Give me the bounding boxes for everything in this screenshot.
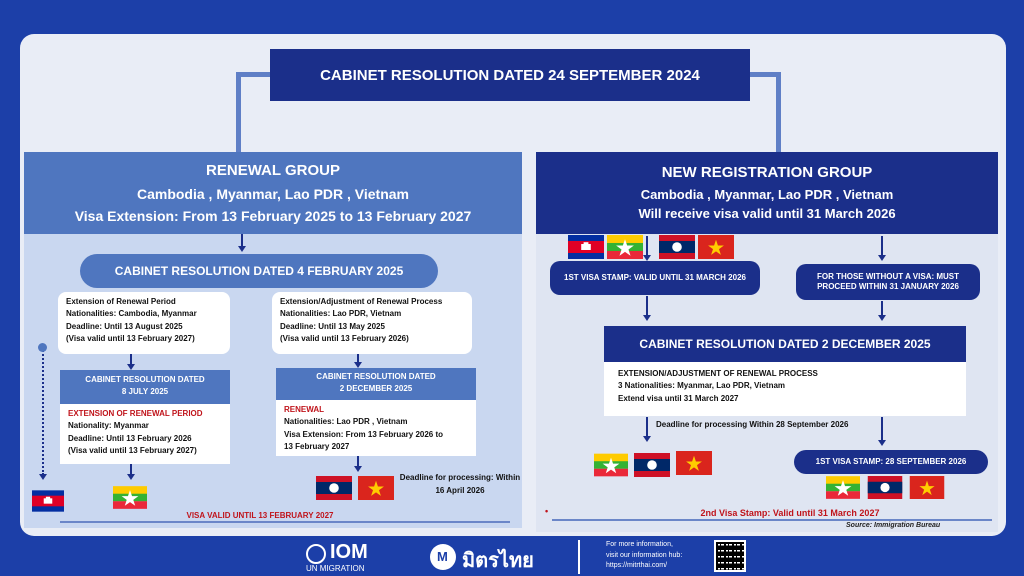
mitrthai-wordmark: มิตรไทย (462, 550, 534, 572)
first-visa-stamp-pill: 1ST VISA STAMP: VALID UNTIL 31 MARCH 2026 (550, 261, 760, 295)
laos-flag-icon (634, 453, 670, 477)
myanmar-flag-icon (594, 453, 628, 477)
right-sub-resolution-line: 2 DECEMBER 2025 (339, 384, 413, 393)
connector-left-vertical (236, 72, 241, 152)
iom-subtitle: UN MIGRATION (306, 564, 365, 573)
arrow-line (646, 236, 648, 256)
right-box-line: (Visa valid until 13 February 2026) (280, 334, 409, 344)
newreg-box-line: 3 Nationalities: Myanmar, Lao PDR, Vietnam (618, 381, 786, 391)
renewal-valid-until: VISA VALID UNTIL 13 FEBRUARY 2027 (186, 511, 334, 520)
footer-info-line: For more information, (606, 541, 673, 548)
iom-logo (306, 542, 396, 574)
mitrthai-emblem-letter-icon: M (437, 549, 448, 564)
left-sub-box-line: Deadline: Until 13 February 2026 (68, 433, 192, 443)
dotted-connector (42, 347, 44, 475)
newreg-box-line: Extend visa until 31 March 2027 (618, 393, 739, 403)
bullet-mark: • (545, 506, 549, 516)
left-sub-resolution-line: CABINET RESOLUTION DATED (85, 375, 205, 384)
newreg-header (536, 152, 998, 234)
arrow-line (646, 296, 648, 316)
vietnam-flag-icon (676, 451, 712, 475)
source-note: Source: Immigration Bureau (846, 522, 941, 529)
arrow-down-icon (878, 440, 886, 446)
myanmar-flag-icon (607, 235, 643, 259)
newreg-valid: Will receive visa valid until 31 March 2026 (638, 206, 896, 221)
newreg-resolution: CABINET RESOLUTION DATED 2 DECEMBER 2025 (604, 326, 966, 362)
vietnam-flag-icon (358, 476, 394, 500)
laos-flag-icon (867, 476, 903, 499)
renewal-deadline-line: Deadline for processing: Within (399, 473, 521, 482)
laos-flag-icon (659, 235, 695, 259)
vietnam-flag-icon (909, 476, 945, 499)
second-visa-stamp: 2nd Visa Stamp: Valid until 31 March 2027 (700, 508, 880, 518)
mitrthai-logo (430, 544, 560, 572)
right-sub-resolution-line: CABINET RESOLUTION DATED (316, 372, 436, 381)
right-box-line: Extension/Adjustment of Renewal Process (280, 297, 443, 306)
cambodia-flag-icon (568, 235, 604, 259)
renewal-left-box (58, 292, 230, 354)
qr-code-icon[interactable] (714, 540, 746, 572)
right-sub-resolution (276, 368, 476, 400)
right-sub-box (276, 400, 476, 456)
left-sub-box-title: EXTENSION OF RENEWAL PERIOD (68, 409, 203, 418)
arrow-line (881, 417, 883, 441)
renewal-bottom-rule (60, 521, 510, 523)
left-sub-box-line: (Visa valid until 13 February 2027) (68, 446, 197, 456)
newreg-deadline-note: Deadline for processing Within 28 September 2026 (656, 420, 849, 429)
newreg-box-title: EXTENSION/ADJUSTMENT OF RENEWAL PROCESS (618, 369, 818, 378)
no-visa-line: PROCEED WITHIN 31 JANUARY 2026 (817, 282, 959, 291)
newreg-resolution-box (604, 362, 966, 416)
arrow-line (881, 301, 883, 316)
newreg-title: NEW REGISTRATION GROUP (661, 164, 873, 181)
renewal-right-box (272, 292, 472, 354)
right-box-line: Nationalities: Lao PDR, Vietnam (280, 309, 402, 319)
footer-info-link[interactable]: https://mitrthai.com/ (606, 562, 668, 569)
left-sub-box (60, 404, 230, 464)
arrow-line (130, 464, 132, 474)
right-sub-box-line: Visa Extension: From 13 February 2026 to (284, 429, 444, 439)
connector-right-vertical (776, 72, 781, 152)
left-sub-resolution-line: 8 JULY 2025 (121, 387, 169, 396)
un-emblem-icon (306, 544, 326, 564)
arrow-down-icon (878, 255, 886, 261)
left-box-line: Nationalities: Cambodia, Myanmar (66, 309, 197, 319)
vietnam-flag-icon (698, 235, 734, 259)
myanmar-flag-icon (113, 486, 147, 509)
arrow-line (646, 417, 648, 437)
iom-wordmark: IOM (330, 541, 368, 563)
renewal-countries: Cambodia , Myanmar, Lao PDR , Vietnam (136, 186, 410, 202)
no-visa-line: FOR THOSE WITHOUT A VISA: MUST (816, 271, 960, 281)
renewal-header (24, 152, 522, 234)
newreg-bottom-rule (552, 519, 992, 521)
renewal-title: RENEWAL GROUP (206, 162, 340, 179)
arrow-down-icon (878, 315, 886, 321)
arrow-down-icon (643, 436, 651, 442)
arrow-down-icon (127, 474, 135, 480)
left-box-line: (Visa valid until 13 February 2027) (66, 334, 195, 344)
renewal-extension: Visa Extension: From 13 February 2025 to 13 February 2027 (74, 208, 472, 224)
footer-info (606, 540, 682, 572)
left-sub-resolution (60, 370, 230, 404)
second-stage-stamp-pill: 1ST VISA STAMP: 28 SEPTEMBER 2026 (794, 450, 988, 474)
left-box-line: Extension of Renewal Period (66, 297, 176, 306)
renewal-deadline-note (398, 472, 522, 498)
right-sub-box-line: 13 February 2027 (284, 442, 350, 452)
footer-info-line: visit our information hub: (606, 551, 683, 559)
cambodia-flag-icon (32, 490, 64, 512)
renewal-arrow-line (241, 234, 243, 246)
right-box-line: Deadline: Until 13 May 2025 (280, 321, 385, 331)
renewal-resolution-pill: CABINET RESOLUTION DATED 4 FEBRUARY 2025 (80, 254, 438, 288)
arrow-down-icon (238, 246, 246, 252)
no-visa-pill (796, 264, 980, 300)
arrow-down-icon (39, 474, 47, 480)
arrow-down-icon (643, 315, 651, 321)
right-sub-box-title: RENEWAL (284, 405, 324, 414)
laos-flag-icon (316, 476, 352, 500)
myanmar-flag-icon (826, 476, 860, 499)
right-sub-box-line: Nationalities: Lao PDR , Vietnam (284, 417, 408, 427)
newreg-countries: Cambodia , Myanmar, Lao PDR , Vietnam (640, 187, 894, 202)
top-title: CABINET RESOLUTION DATED 24 SEPTEMBER 2024 (270, 49, 750, 101)
arrow-down-icon (354, 466, 362, 472)
footer-divider (578, 540, 580, 574)
renewal-deadline-line: 16 April 2026 (435, 485, 485, 495)
dotted-connector-dot (38, 343, 47, 352)
arrow-line (881, 236, 883, 256)
left-sub-box-line: Nationality: Myanmar (68, 421, 149, 431)
left-box-line: Deadline: Until 13 August 2025 (66, 321, 183, 331)
